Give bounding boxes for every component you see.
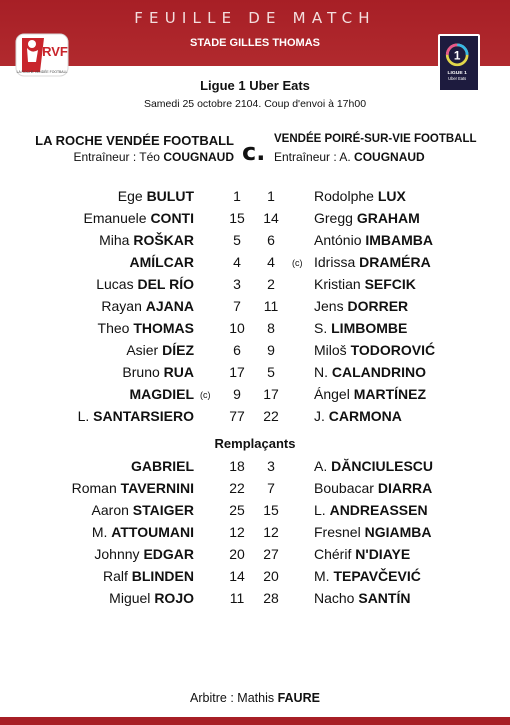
lineup-row bbox=[0, 361, 510, 383]
away-player-first: M. bbox=[314, 568, 330, 584]
away-coach bbox=[274, 150, 425, 164]
home-player-last: DEL RÍO bbox=[137, 276, 194, 292]
away-player-first: Jens bbox=[314, 298, 344, 314]
away-player-number: 17 bbox=[263, 386, 279, 402]
lineup-row bbox=[0, 339, 510, 361]
away-player-first: J. bbox=[314, 408, 325, 424]
referee-last: FAURE bbox=[277, 691, 320, 705]
home-player-number: 12 bbox=[229, 524, 245, 540]
away-player-first: Idrissa bbox=[314, 254, 356, 270]
away-player-last: DIARRA bbox=[377, 480, 433, 496]
home-player-first: Miguel bbox=[109, 590, 151, 606]
away-player-last: SEFCIK bbox=[364, 276, 416, 292]
home-player bbox=[129, 386, 194, 402]
home-player-number: 25 bbox=[229, 502, 245, 518]
home-player-last: ROŠKAR bbox=[133, 232, 194, 248]
home-player bbox=[99, 232, 194, 248]
away-player-first: Kristian bbox=[314, 276, 361, 292]
lineup-row bbox=[0, 229, 510, 251]
away-player-last: N'DIAYE bbox=[355, 546, 411, 562]
away-team-name: VENDÉE POIRÉ-SUR-VIE FOOTBALL bbox=[274, 133, 477, 145]
starters-list bbox=[0, 185, 510, 427]
substitutes-list bbox=[0, 455, 510, 609]
home-player-last: AJANA bbox=[145, 298, 194, 314]
lineup-row bbox=[0, 587, 510, 609]
home-player bbox=[109, 590, 194, 606]
lineup-row bbox=[0, 383, 510, 405]
away-player-first: Gregg bbox=[314, 210, 353, 226]
away-player-number: 1 bbox=[267, 188, 275, 204]
away-player-last: SANTÍN bbox=[358, 590, 411, 606]
home-player-number: 5 bbox=[233, 232, 241, 248]
home-player-number: 9 bbox=[233, 386, 241, 402]
away-player bbox=[314, 458, 433, 474]
away-player bbox=[314, 298, 408, 314]
home-player-number: 14 bbox=[229, 568, 245, 584]
away-player-first: S. bbox=[314, 320, 328, 336]
home-player bbox=[78, 408, 194, 424]
home-player bbox=[126, 342, 194, 358]
away-player-last: DORRER bbox=[347, 298, 409, 314]
home-captain-marker: (c) bbox=[200, 390, 211, 400]
away-player-last: DĂNCIULESCU bbox=[331, 458, 434, 474]
home-player bbox=[94, 546, 194, 562]
home-player bbox=[122, 364, 194, 380]
away-player-number: 5 bbox=[267, 364, 275, 380]
lineup-row bbox=[0, 295, 510, 317]
away-player-first: Nacho bbox=[314, 590, 355, 606]
away-player-number: 7 bbox=[267, 480, 275, 496]
away-player-last: NGIAMBA bbox=[364, 524, 432, 540]
home-player-last: THOMAS bbox=[133, 320, 194, 336]
away-player bbox=[314, 590, 410, 606]
away-player-number: 15 bbox=[263, 502, 279, 518]
home-player-last: GABRIEL bbox=[131, 458, 194, 474]
away-player-number: 28 bbox=[263, 590, 279, 606]
home-player bbox=[131, 458, 194, 474]
lineup-row bbox=[0, 405, 510, 427]
home-player-first: Rayan bbox=[101, 298, 142, 314]
away-player-last: GRAHAM bbox=[356, 210, 420, 226]
away-player-last: DRAMÉRA bbox=[359, 254, 431, 270]
home-player bbox=[72, 480, 194, 496]
home-player bbox=[92, 502, 194, 518]
home-player-last: BULUT bbox=[146, 188, 194, 204]
home-player-last: ROJO bbox=[154, 590, 194, 606]
substitutes-heading: Remplaçants bbox=[214, 436, 296, 451]
away-captain-marker: (c) bbox=[292, 258, 303, 268]
home-player bbox=[101, 298, 194, 314]
home-player-number: 22 bbox=[229, 480, 245, 496]
competition-name: Ligue 1 Uber Eats bbox=[200, 78, 310, 93]
away-player-last: LUX bbox=[377, 188, 406, 204]
away-player-first: Ángel bbox=[314, 386, 350, 402]
away-player-number: 3 bbox=[267, 458, 275, 474]
away-player bbox=[314, 480, 432, 496]
away-player bbox=[314, 276, 416, 292]
away-player-first: L. bbox=[314, 502, 326, 518]
away-player-last: LIMBOMBE bbox=[331, 320, 408, 336]
home-player-first: Miha bbox=[99, 232, 130, 248]
lineup-row bbox=[0, 251, 510, 273]
home-player bbox=[84, 210, 195, 226]
away-player-number: 6 bbox=[267, 232, 275, 248]
lineup-row bbox=[0, 477, 510, 499]
home-player-last: MAGDIEL bbox=[129, 386, 194, 402]
home-player-last: BLINDEN bbox=[131, 568, 194, 584]
away-player-first: Fresnel bbox=[314, 524, 361, 540]
home-player bbox=[103, 568, 194, 584]
away-player-number: 8 bbox=[267, 320, 275, 336]
venue-name: STADE GILLES THOMAS bbox=[190, 37, 320, 49]
home-player bbox=[96, 276, 194, 292]
svg-text:LA ROCHE VENDÉE FOOTBALL: LA ROCHE VENDÉE FOOTBALL bbox=[16, 70, 68, 74]
away-player-number: 22 bbox=[263, 408, 279, 424]
away-player bbox=[314, 254, 431, 270]
away-player-number: 14 bbox=[263, 210, 279, 226]
home-player-first: L. bbox=[77, 408, 90, 424]
home-player bbox=[118, 188, 194, 204]
home-player-last: ATTOUMANI bbox=[111, 524, 194, 540]
away-player-first: Miloš bbox=[314, 342, 347, 358]
home-player-number: 11 bbox=[229, 590, 245, 606]
home-player-first: Aaron bbox=[91, 502, 129, 518]
home-player-last: CONTI bbox=[150, 210, 194, 226]
away-player-last: CALANDRINO bbox=[331, 364, 426, 380]
referee-prefix: Arbitre : Mathis bbox=[190, 691, 278, 705]
svg-text:RVF: RVF bbox=[42, 44, 68, 59]
home-player-last: STAIGER bbox=[132, 502, 194, 518]
away-player-first: António bbox=[314, 232, 362, 248]
away-player-first: Rodolphe bbox=[314, 188, 374, 204]
home-player-last: DÍEZ bbox=[162, 342, 194, 358]
home-player-number: 1 bbox=[233, 188, 241, 204]
lineup-row bbox=[0, 273, 510, 295]
lineup-row bbox=[0, 521, 510, 543]
home-team-name: LA ROCHE VENDÉE FOOTBALL bbox=[35, 133, 234, 148]
away-player bbox=[314, 342, 435, 358]
referee bbox=[0, 691, 510, 705]
home-player-last: SANTARSIERO bbox=[93, 408, 194, 424]
lineup-row bbox=[0, 207, 510, 229]
lineup-row bbox=[0, 185, 510, 207]
home-player-first: Ege bbox=[117, 188, 143, 204]
home-player-first: Bruno bbox=[122, 364, 160, 380]
home-player-last: TAVERNINI bbox=[120, 480, 194, 496]
away-player-last: CARMONA bbox=[328, 408, 402, 424]
home-player-first: Ralf bbox=[102, 568, 128, 584]
away-player bbox=[314, 408, 402, 424]
home-coach-prefix: Entraîneur : Téo bbox=[73, 150, 164, 164]
home-player bbox=[129, 254, 194, 270]
svg-text:1: 1 bbox=[453, 49, 461, 63]
away-player-last: ANDREASSEN bbox=[329, 502, 428, 518]
away-coach-prefix: Entraîneur : A. bbox=[274, 150, 355, 164]
home-player-first: M. bbox=[91, 524, 108, 540]
versus-label: c. bbox=[242, 138, 266, 166]
away-player bbox=[314, 232, 433, 248]
away-player-last: TEPAVČEVIĆ bbox=[333, 568, 421, 584]
away-coach-last: COUGNAUD bbox=[354, 150, 425, 164]
away-player-number: 11 bbox=[263, 298, 279, 314]
home-player-last: AMÍLCAR bbox=[129, 254, 194, 270]
lineup-row bbox=[0, 565, 510, 587]
away-player-number: 27 bbox=[263, 546, 279, 562]
home-player-last: EDGAR bbox=[143, 546, 194, 562]
home-player-number: 3 bbox=[233, 276, 241, 292]
home-player-number: 4 bbox=[233, 254, 241, 270]
away-player-first: N. bbox=[314, 364, 328, 380]
away-player bbox=[314, 364, 426, 380]
away-player-last: IMBAMBA bbox=[365, 232, 434, 248]
away-player bbox=[314, 210, 420, 226]
away-player-number: 9 bbox=[267, 342, 275, 358]
home-coach-last: COUGNAUD bbox=[163, 150, 234, 164]
home-player-first: Emanuele bbox=[83, 210, 147, 226]
away-player bbox=[314, 386, 426, 402]
lineup-row bbox=[0, 499, 510, 521]
away-player bbox=[314, 546, 410, 562]
home-player-number: 17 bbox=[229, 364, 245, 380]
header-bar bbox=[0, 0, 510, 66]
home-player-number: 18 bbox=[229, 458, 245, 474]
svg-text:Uber Eats: Uber Eats bbox=[448, 76, 467, 82]
away-player-number: 12 bbox=[263, 524, 279, 540]
svg-text:LIGUE 1: LIGUE 1 bbox=[447, 70, 467, 76]
away-player-last: MARTÍNEZ bbox=[353, 386, 427, 402]
club-crest-logo bbox=[14, 32, 70, 78]
home-player-number: 6 bbox=[233, 342, 241, 358]
away-player-number: 2 bbox=[267, 276, 275, 292]
lineup-row bbox=[0, 455, 510, 477]
home-player-first: Theo bbox=[97, 320, 130, 336]
home-player-number: 10 bbox=[229, 320, 245, 336]
home-player-first: Asier bbox=[126, 342, 159, 358]
footer-bar bbox=[0, 717, 510, 725]
document-title: FEUILLE DE MATCH bbox=[134, 9, 376, 27]
away-player-first: Boubacar bbox=[314, 480, 374, 496]
home-player bbox=[98, 320, 194, 336]
lineup-row bbox=[0, 543, 510, 565]
home-player-number: 77 bbox=[229, 408, 245, 424]
home-player-first: Lucas bbox=[96, 276, 134, 292]
away-player-first: Chérif bbox=[314, 546, 352, 562]
home-player-number: 15 bbox=[229, 210, 245, 226]
home-player bbox=[92, 524, 194, 540]
away-player bbox=[314, 188, 406, 204]
away-player bbox=[314, 568, 421, 584]
away-player-first: A. bbox=[314, 458, 328, 474]
home-player-last: RUA bbox=[163, 364, 194, 380]
lineup-row bbox=[0, 317, 510, 339]
home-player-number: 7 bbox=[233, 298, 241, 314]
home-player-number: 20 bbox=[229, 546, 245, 562]
away-player bbox=[314, 502, 428, 518]
away-player-number: 20 bbox=[263, 568, 279, 584]
away-player bbox=[314, 320, 407, 336]
away-player-last: TODOROVIĆ bbox=[350, 342, 436, 358]
home-player-first: Roman bbox=[71, 480, 117, 496]
away-player bbox=[314, 524, 431, 540]
home-player-first: Johnny bbox=[94, 546, 140, 562]
home-coach bbox=[73, 150, 234, 164]
match-date: Samedi 25 octobre 2104. Coup d'envoi à 17h00 bbox=[143, 98, 367, 110]
away-player-number: 4 bbox=[267, 254, 275, 270]
